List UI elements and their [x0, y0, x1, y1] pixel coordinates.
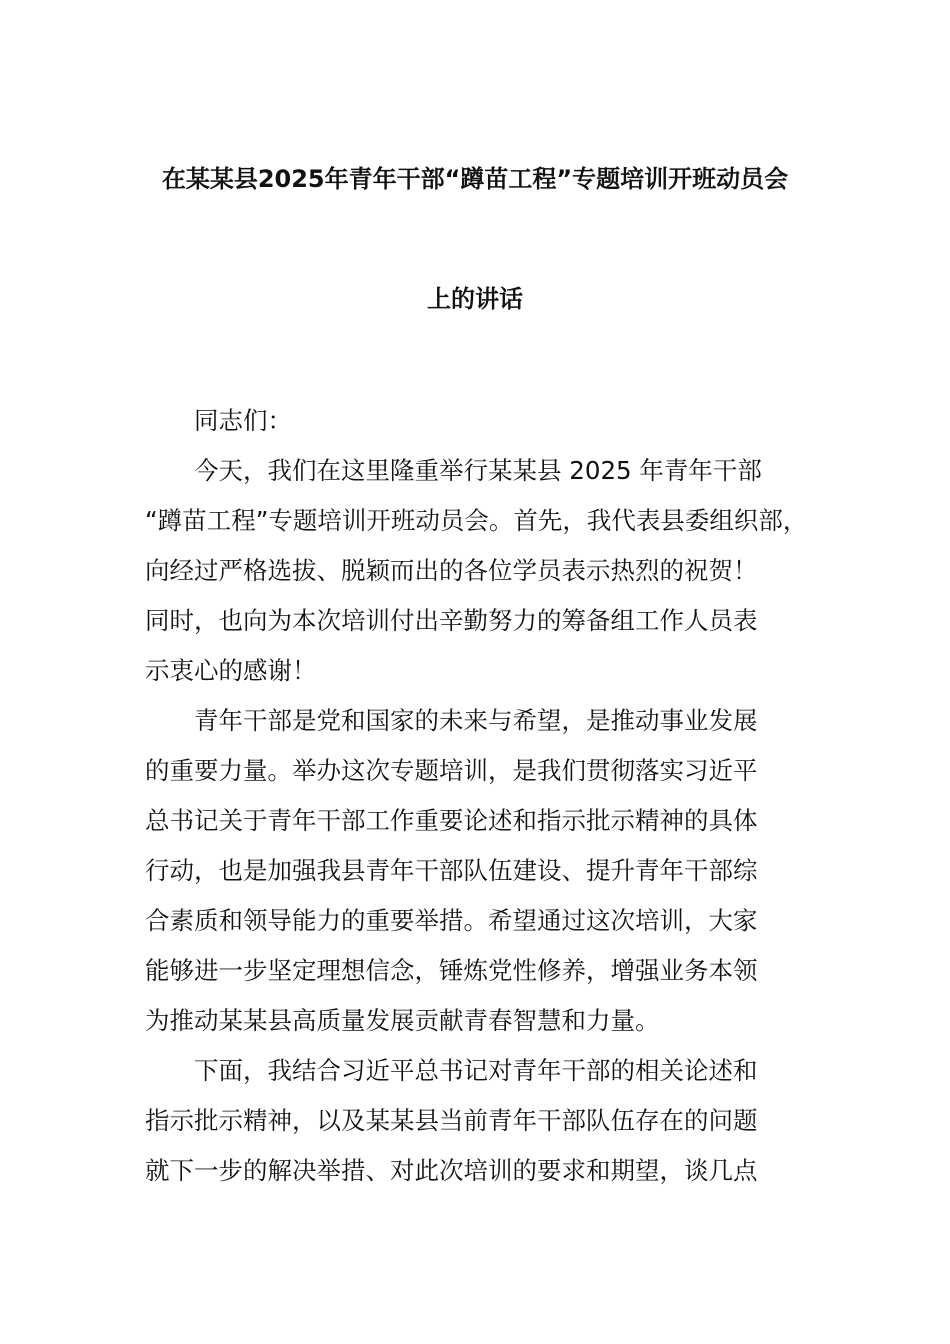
paragraph-line: 为推动某某县高质量发展贡献青春智慧和力量。 — [145, 1006, 660, 1035]
paragraph-line: 示衷心的感谢！ — [145, 656, 317, 685]
paragraph-line: 同时，也向为本次培训付出辛勤努力的筹备组工作人员表 — [145, 606, 758, 635]
paragraph-line: 合素质和领导能力的重要举措。希望通过这次培训，大家 — [145, 906, 758, 935]
paragraph-line: 就下一步的解决举措、对此次培训的要求和期望，谈几点 — [145, 1156, 758, 1185]
paragraph-line: 的重要力量。举办这次专题培训，是我们贯彻落实习近平 — [145, 756, 758, 785]
paragraph-line: 下面，我结合习近平总书记对青年干部的相关论述和 — [194, 1056, 758, 1085]
salutation: 同志们： — [194, 406, 292, 435]
paragraph-line: 行动，也是加强我县青年干部队伍建设、提升青年干部综 — [145, 856, 758, 885]
paragraph-line: 指示批示精神，以及某某县当前青年干部队伍存在的问题 — [145, 1106, 758, 1135]
document-title-line-1: 在某某县2025年青年干部“蹲苗工程”专题培训开班动员会 — [161, 165, 789, 193]
paragraph-line: 能够进一步坚定理想信念，锤炼党性修养，增强业务本领 — [145, 956, 758, 985]
paragraph-line: 向经过严格选拔、脱颖而出的各位学员表示热烈的祝贺！ — [145, 556, 758, 585]
paragraph-line: “蹲苗工程”专题培训开班动员会。首先，我代表县委组织部， — [145, 506, 808, 535]
document-title-line-2: 上的讲话 — [427, 285, 523, 313]
paragraph-line: 青年干部是党和国家的未来与希望，是推动事业发展 — [194, 706, 758, 735]
paragraph-line: 今天，我们在这里隆重举行某某县 2025 年青年干部 — [194, 456, 762, 485]
paragraph-line: 总书记关于青年干部工作重要论述和指示批示精神的具体 — [145, 806, 758, 835]
